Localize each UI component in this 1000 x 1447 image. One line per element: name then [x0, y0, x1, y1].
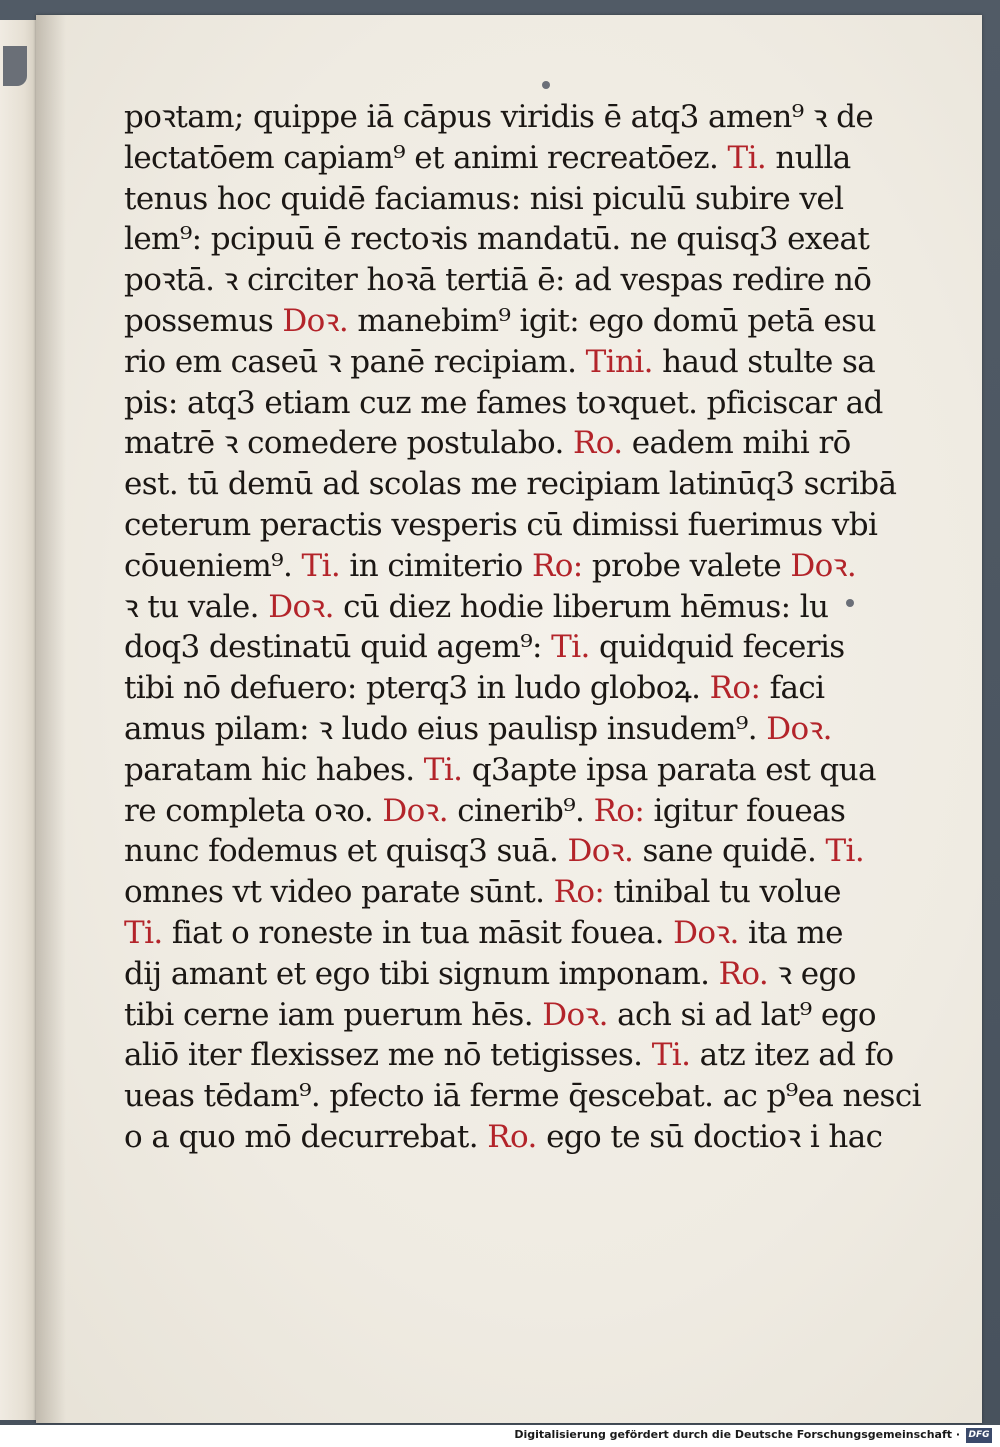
rubricated-speaker-mark: Ro. — [718, 955, 769, 992]
text-line: pis: atq3 etiam cuz me fames toꝛquet. pficiscar ad — [124, 384, 883, 421]
text-line: tibi nō defuero: pterq3 in ludo globoꝝ. Ro: faci — [124, 670, 825, 707]
text-line: aliō iter flexissez me nō tetigisses. Ti. atz itez ad fo — [124, 1037, 894, 1074]
text-line: doq3 destinatū quid agem⁹: Ti. quidquid feceris — [124, 629, 845, 666]
text-line: ueas tēdam⁹. pfecto iā ferme q̄escebat. ac p⁹ea nesci — [124, 1078, 921, 1115]
text-line: dij amant et ego tibi signum imponam. Ro. ꝛ ego — [124, 955, 856, 992]
rubricated-speaker-mark: Doꝛ. — [542, 996, 608, 1033]
rubricated-speaker-mark: Tini. — [585, 343, 653, 380]
rubricated-speaker-mark: Ti. — [651, 1037, 691, 1074]
text-block — [124, 97, 921, 1158]
funding-credit: Digitalisierung gefördert durch die Deutsche Forschungsgemeinschaft · — [514, 1428, 960, 1441]
text-line: est. tū demū ad scolas me recipiam latinūq3 scribā — [124, 466, 897, 503]
text-line: tenus hoc quidē faciamus: nisi piculū subire vel — [124, 180, 844, 217]
text-line: omnes vt video parate sūnt. Ro: tinibal tu volue — [124, 874, 841, 911]
text-line: paratam hic habes. Ti. q3apte ipsa parata est qua — [124, 751, 876, 788]
rubricated-speaker-mark: Doꝛ. — [673, 914, 739, 951]
text-line: matrē ꝛ comedere postulabo. Ro. eadem mihi rō — [124, 425, 851, 462]
digitization-footer — [0, 1425, 1000, 1447]
ink-speck — [846, 599, 854, 607]
ink-speck — [542, 81, 550, 89]
binding-edge — [3, 46, 27, 86]
text-line: lem⁹: pcipuū ē rectoꝛis mandatū. ne quisq3 exeat — [124, 221, 870, 258]
rubricated-speaker-mark: Doꝛ. — [282, 302, 349, 339]
gutter-shadow — [36, 15, 66, 1423]
rubricated-speaker-mark: Ti. — [825, 833, 865, 870]
rubricated-speaker-mark: Ti. — [727, 139, 767, 176]
text-line: Ti. fiat o roneste in tua māsit fouea. Doꝛ. ita me — [124, 914, 843, 951]
dfg-logo: DFG — [966, 1428, 992, 1443]
rubricated-speaker-mark: Ro. — [487, 1118, 537, 1155]
text-line: possemus Doꝛ. manebim⁹ igit: ego domū petā esu — [124, 302, 876, 339]
rubricated-speaker-mark: Doꝛ. — [766, 710, 832, 747]
rubricated-speaker-mark: Ti. — [423, 751, 463, 788]
text-line: poꝛtam; quippe iā cāpus viridis ē atq3 amen⁹ ꝛ de — [124, 99, 874, 135]
rubricated-speaker-mark: Ro: — [553, 874, 605, 911]
text-line: amus pilam: ꝛ ludo eius paulisp insudem⁹. Doꝛ. — [124, 710, 832, 747]
text-line: poꝛtā. ꝛ circiter hoꝛā tertiā ē: ad vespas redire nō — [124, 262, 872, 299]
rubricated-speaker-mark: Doꝛ. — [790, 547, 857, 584]
text-line: ceterum peractis vesperis cū dimissi fuerimus vbi — [124, 506, 878, 543]
rubricated-speaker-mark: Ti. — [124, 914, 163, 951]
rubricated-speaker-mark: Ro: — [593, 792, 645, 829]
book-page — [36, 15, 982, 1423]
rubricated-speaker-mark: Ro: — [709, 670, 761, 707]
text-line: nunc fodemus et quisq3 suā. Doꝛ. sane quidē. Ti. — [124, 833, 865, 870]
text-line: o a quo mō decurrebat. Ro. ego te sū doctioꝛ i hac — [124, 1118, 883, 1155]
text-line: rio em caseū ꝛ panē recipiam. Tini. haud stulte sa — [124, 343, 876, 380]
text-line: tibi cerne iam puerum hēs. Doꝛ. ach si ad lat⁹ ego — [124, 996, 876, 1033]
text-line: lectatōem capiam⁹ et animi recreatōez. Ti. nulla — [124, 139, 851, 176]
rubricated-speaker-mark: Ro: — [532, 547, 583, 584]
text-line: re completa oꝛo. Doꝛ. cinerib⁹. Ro: igitur foueas — [124, 792, 846, 829]
rubricated-speaker-mark: Ti. — [301, 547, 341, 584]
rubricated-speaker-mark: Ro. — [572, 425, 623, 462]
rubricated-speaker-mark: Doꝛ. — [268, 588, 334, 625]
text-line: ꝛ tu vale. Doꝛ. cū diez hodie liberum hēmus: lu — [124, 588, 829, 625]
text-line: cōueniem⁹. Ti. in cimiterio Ro: probe valete Doꝛ. — [124, 547, 857, 584]
rubricated-speaker-mark: Doꝛ. — [567, 833, 634, 870]
rubricated-speaker-mark: Ti. — [551, 629, 590, 666]
rubricated-speaker-mark: Doꝛ. — [382, 792, 448, 829]
